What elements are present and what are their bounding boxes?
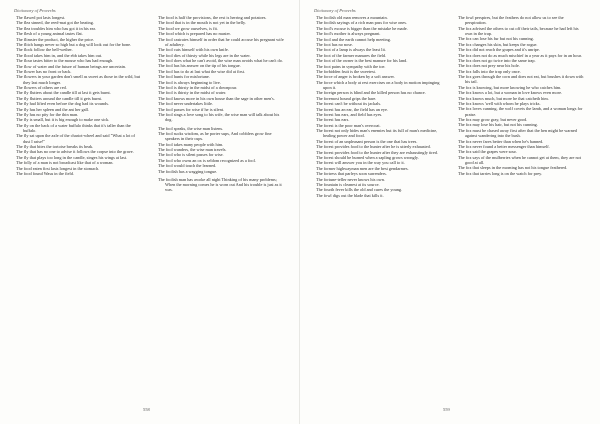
proverb-entry: The food we grow ourselves, is fit. xyxy=(158,25,218,31)
proverb-entry: The fox may lose his hair, but not his cunning. xyxy=(458,122,538,128)
proverb-entry: The fool is thirsty in the midst of water. xyxy=(158,90,227,96)
proverb-entry: The fool is thirsty in the midst of a downpour. xyxy=(158,84,238,90)
proverb-entry: The fly that has no one to advise it follows the corpse into the grave. xyxy=(16,149,134,155)
proverb-entry: The foreign person is blind and the killed person has no chance. xyxy=(316,90,426,96)
proverb-entry: The flower has no front or back. xyxy=(16,68,72,74)
proverb-entry: The fool has to do at last what the wise did at first. xyxy=(158,68,245,74)
proverb-entry: The food which is prepared has no master. xyxy=(158,31,231,37)
proverb-entry: The flock follow the bell-wether. xyxy=(16,47,73,53)
proverb-entry: The forest has ears. xyxy=(316,117,350,123)
proverb-entry: The flimsier the product, the higher the price. xyxy=(16,36,95,42)
proverb-entry: The flitch hangs never so high but a dog will look out for the bone. xyxy=(16,41,132,47)
proverb-entry: The food that is in the mouth is not yet in the belly. xyxy=(158,20,246,26)
proverb-entry: The flawed pot lasts longest. xyxy=(16,15,66,20)
proverb-entry: The fool hunts for misfortune. xyxy=(158,74,210,80)
proverb-entry: The foot has no nose. xyxy=(316,41,353,47)
proverb-entry: The fly flutters around the candle till it gets burnt. xyxy=(16,95,102,101)
proverb-entry: The fowl digs out the blade that kills it. xyxy=(316,192,384,198)
proverb-entry: The flood takes him in, and the ebb takes him out. xyxy=(16,52,103,58)
proverb-entry: The fool takes many people with him. xyxy=(158,141,224,147)
proverb-entry: The foremost hound grips the hare. xyxy=(316,95,377,101)
page-number: 559 xyxy=(443,407,450,412)
proverb-entry: The flow of water and the future of human beings are uncertain. xyxy=(16,63,127,69)
proverb-entry: The fox that sleeps in the morning has not his tongue feathered. xyxy=(458,165,568,171)
proverb-entry: The fool never undertakes little. xyxy=(158,101,214,107)
proverb-entry: The fool who owns an ox is seldom recognized as a fool. xyxy=(158,157,256,163)
proverb-entry: The fox does not prey near his hole. xyxy=(458,63,520,69)
proverb-entry: The fortune-teller never knows his own. xyxy=(316,176,385,182)
proverb-entry: The fox does not go twice into the same trap. xyxy=(458,57,536,63)
proverb-entry: The forest can't be without its jackals. xyxy=(316,101,382,107)
proverb-entry: The force of anger is broken by a soft answer. xyxy=(316,74,395,80)
proverb-entry: The fool's mother is always pregnant. xyxy=(316,31,381,37)
proverb-entry: The foot pains in sympathy with the toe. xyxy=(316,63,386,69)
proverb-entry: The flour tastes bitter to the mouse who has had enough. xyxy=(16,58,114,64)
proverb-entry: The fly flutters about the candle till at last it gets burnt. xyxy=(16,90,111,96)
proverb-entry: The fool has his answer on the tip of his tongue. xyxy=(158,63,241,69)
proverb-entry: The fox knows 'well with whom he plays tricks. xyxy=(458,100,541,106)
proverb-entry: The fool's excuse is bigger than the mistake he made. xyxy=(316,25,408,31)
right-page xyxy=(300,0,600,424)
proverb-entry: The forest not only hides man's enemies but its full of man's medicine, healing power and food. xyxy=(316,128,438,139)
proverb-entry: The fox knows a lot, but a woman in love knows even more. xyxy=(458,90,563,96)
running-head: Dictionary of Proverbs xyxy=(314,8,356,13)
proverb-entry: The fox says of the mulberries when he cannot get at them, they are not good at all. xyxy=(458,154,582,165)
proverb-entry: The force which a body at rest exercises on a body in motion impinging upon it. xyxy=(316,79,440,90)
proverb-entry: The fox said the grapes were sour. xyxy=(458,149,517,155)
proverb-entry: The forest provides food to the hunter after they are exhaustingly tired. xyxy=(316,149,438,155)
proverb-entry: The flowers of others are red. xyxy=(16,84,67,90)
proverb-entry: The fool knows more in his own house than the sage in other men's. xyxy=(158,95,275,101)
proverb-entry: The fool cuts himself with his own knife. xyxy=(158,47,229,53)
proverb-entry: The forest provides food to the hunter after he is utterly exhausted. xyxy=(316,144,431,150)
proverb-entry: The forest is the poor man's overcoat. xyxy=(316,122,381,128)
proverb-entry: The fly is small, but it is big enough to make one sick. xyxy=(16,117,110,123)
proverb-entry: The forbidden fruit is the sweetest. xyxy=(316,68,376,74)
proverb-entry: The forest has an ear, the field has an eye. xyxy=(316,106,389,112)
proverb-entry: The fox goes through the corn and does not eat, but brushes it down with his tail. xyxy=(458,74,584,85)
proverb-entry: The fox that tarries long is on the watch for prey. xyxy=(458,170,543,176)
proverb-entry: The foot of the owner is the best manure for his land. xyxy=(316,58,408,64)
proverb-entry: The fool wanders, the wise man travels. xyxy=(158,147,227,152)
proverb-entry: The fool passes for wise if he is silent. xyxy=(158,106,224,112)
proverb-entry: The fly has no pity for the thin man. xyxy=(16,111,79,117)
right-page-column-2 xyxy=(458,15,584,176)
proverb-entry: The fool is always beginning to live. xyxy=(158,79,221,85)
proverb-entry: The forest has ears, and field has eyes. xyxy=(316,111,383,117)
proverb-entry: The fool sings a love song to his wife, the wise man will talk about his dog. xyxy=(158,111,280,123)
proverb-entry: The fowl perspires, but the feathers do not allow us to see the perspiration. xyxy=(458,15,564,26)
proverb-entry: The fox knows much, but more he that catcheth him. xyxy=(458,95,549,101)
proverb-entry: The fool dies of thirsty while his legs are in the water. xyxy=(158,52,251,58)
proverb-entry: The fox did not reach the grapes and it's unripe. xyxy=(458,47,540,53)
proverb-entry: The food is half the provisions, the rest is herring and potatoes. xyxy=(158,15,267,20)
proverb-entry: The foot of a lamp is always the least lit. xyxy=(316,47,386,53)
proverb-entry: The fox must be chased away first after that the hen might be warned against wandering into the bush. xyxy=(458,127,577,139)
proverb-entry: The fox falls into the trap only once. xyxy=(458,68,521,74)
proverb-entry: The fool does what he can't avoid, the wise man avoids what he can't do. xyxy=(158,58,283,64)
proverb-entry: The foolish old man removes a mountain. xyxy=(316,15,388,20)
proverb-entry: The fox does not do as much mischief in a year as it pays for in an hour. xyxy=(458,52,582,58)
proverb-entry: The foolish man has awoke all night Thinking of his many problems; When the morning comes he is worn out And his trouble is just as it was. xyxy=(158,176,282,193)
proverb-entry: The fourth fever kills the old and cures the young. xyxy=(316,187,403,193)
proverb-entry: The fly has her spleen and the ant her gall. xyxy=(16,106,90,112)
proverb-entry: The food eaten first lasts longest in the stomach. xyxy=(16,165,100,171)
proverb-entry: The foot of the farmer manures the field. xyxy=(316,52,387,58)
proverb-entry: The fox never found a better messenger than himself. xyxy=(458,143,550,149)
proverb-entry: The fox changes his skin, but keeps the rogue. xyxy=(458,41,538,47)
proverb-entry: The fool and the earth cannot help meeting. xyxy=(316,36,391,42)
proverb-entry: The foolish sayings of a rich man pass for wise ones. xyxy=(316,20,408,26)
proverb-entry: The forest should be burned when a sapling grows wrongly. xyxy=(316,154,419,160)
proverb-entry: The fox loves cunning, the wolf covets the lamb, and a woman longs for praise. xyxy=(458,106,583,117)
proverb-entry: The fly on the back of a water buffalo thinks that it's taller than the buffalo. xyxy=(16,122,131,134)
left-page-column-2 xyxy=(158,15,284,193)
proverb-entry: The food found Wasu in the field. xyxy=(16,171,74,177)
proverb-entry: The fox is knowing, but more knowing he who catches him. xyxy=(458,84,562,90)
right-page-column-1 xyxy=(316,15,442,198)
proverb-entry: The fox can lose his fur but not his cunning. xyxy=(458,36,534,42)
proverb-entry: The fool who is silent passes for wise. xyxy=(158,152,224,158)
proverb-entry: The flea sinned, the reed-mat got the beating. xyxy=(16,20,94,26)
proverb-entry: The fly that plays too long in the candle, singes his wings at last. xyxy=(16,154,128,160)
proverb-entry: The fortress that parleys soon surrenders. xyxy=(316,171,387,177)
proverb-entry: The fool castrates himself in order that he could accuse his pregnant wife of adultery. xyxy=(158,36,284,47)
proverb-entry: The fly that bites the tortoise breaks its beak. xyxy=(16,144,94,150)
proverb-entry: The fool would touch the learned. xyxy=(158,163,217,169)
proverb-entry: The fly sat upon the axle of the chariot-wheel and said "What a lot of dust I raise!" xyxy=(16,133,135,144)
running-head: Dictionary of Proverbs xyxy=(14,8,56,13)
proverb-entry: The fool sucks wisdom, as he porter sups, And cobblers grow fine speakers in their cups. xyxy=(158,130,272,142)
proverb-entry: The fool speaks, the wise man listens. xyxy=(158,125,224,131)
proverb-entry: The flea troubles him who has got it in his ear. xyxy=(16,25,96,31)
proverb-entry: The forest of an unpleasant person is the one that has trees. xyxy=(316,138,418,144)
proverb-entry: The folly of a man is not broadcast like that of a woman. xyxy=(16,160,114,166)
proverb-entry: The fountain is cleanest at its source. xyxy=(316,181,380,187)
left-page-column-1 xyxy=(16,15,142,176)
proverb-entry: The flowers in your garden don't smell as sweet as those in the wild, but they last much longer. xyxy=(16,74,141,85)
proverb-entry: The former highwayman men are the best gendarmes. xyxy=(316,165,409,171)
proverb-entry: The fox may grow gray, but never good. xyxy=(458,117,528,123)
proverb-entry: The fox never fares better than when he's banned. xyxy=(458,138,544,144)
proverb-entry: The foolish has a wagging tongue. xyxy=(158,168,218,174)
proverb-entry: The forest will answer you in the way you call to it. xyxy=(316,160,405,166)
proverb-entry: The flesh of a young animal tastes flat. xyxy=(16,31,83,37)
page-number: 558 xyxy=(143,407,150,412)
proverb-entry: The fox advised the others to cut off their tails, because he had left his own in the trap. xyxy=(458,25,579,36)
proverb-entry: The fly had lifted even before the dog had its wounds. xyxy=(16,101,109,107)
